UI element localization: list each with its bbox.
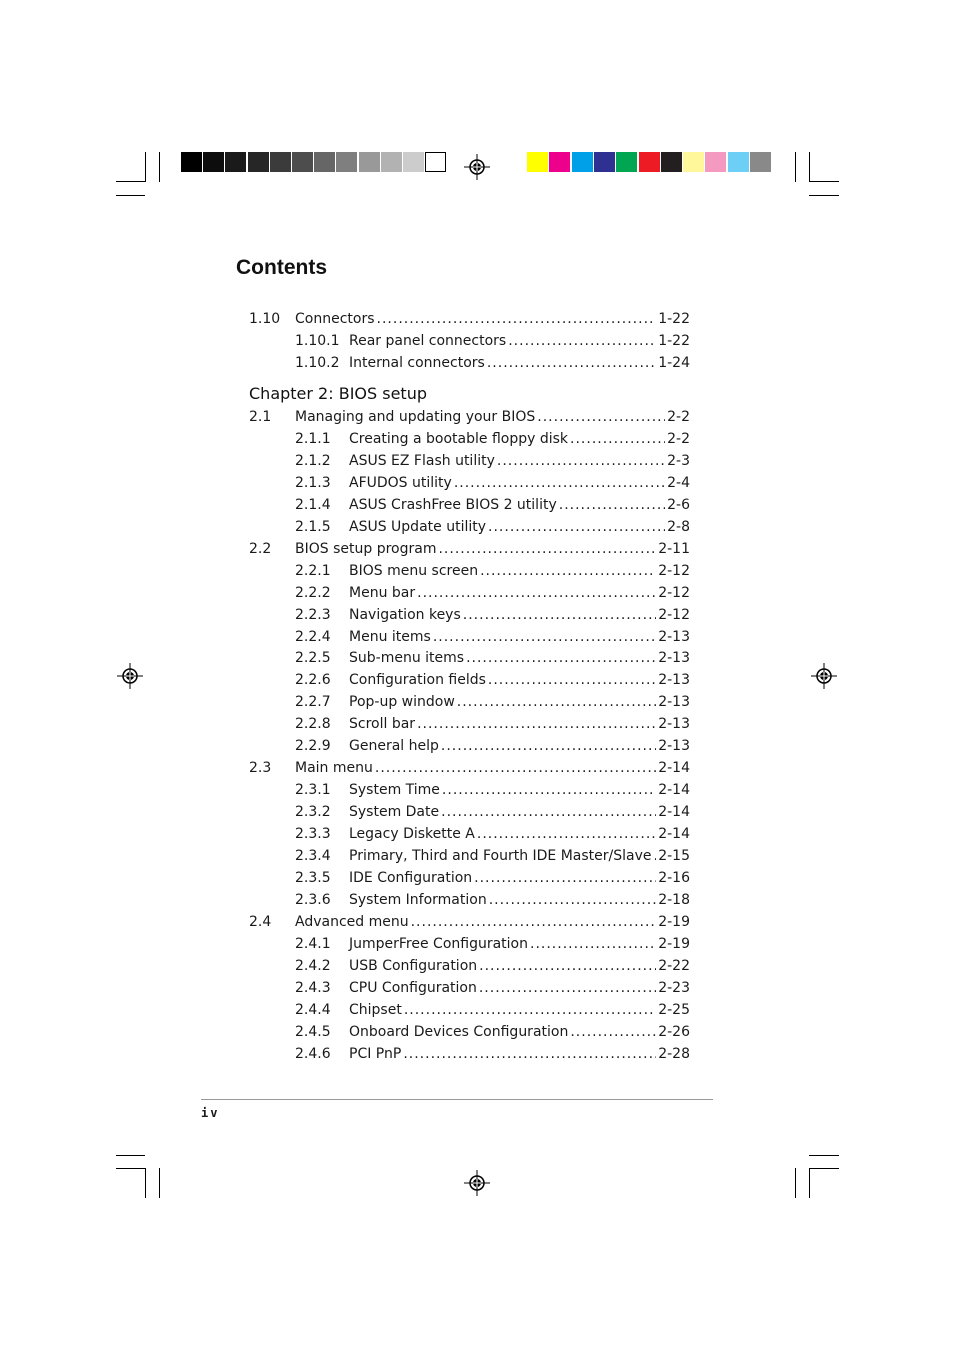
toc-entry[interactable] xyxy=(249,824,690,844)
toc-entry-number: 2.1.5 xyxy=(295,518,331,535)
toc-leader-dots xyxy=(530,934,656,954)
toc-entry-title: System Date xyxy=(349,804,440,821)
toc-entry[interactable] xyxy=(249,802,690,822)
toc-entry-title: Sub-menu items xyxy=(349,650,465,667)
gray-swatch xyxy=(181,152,202,172)
toc-entry-number: 2.1.2 xyxy=(295,452,331,469)
toc-entry-number: 2.2.1 xyxy=(295,562,331,579)
toc-entry[interactable] xyxy=(249,648,690,668)
toc-entry-number: 2.2.2 xyxy=(295,584,331,601)
toc-entry-number: 2.4 xyxy=(249,913,272,930)
toc-entry-page: 2-13 xyxy=(658,628,690,645)
toc-leader-dots xyxy=(488,517,665,537)
gray-swatch xyxy=(403,152,424,172)
toc-leader-dots xyxy=(489,890,657,910)
toc-entry-number: 2.3.5 xyxy=(295,869,331,886)
toc-entry-page: 2-13 xyxy=(658,738,690,755)
toc-entry-title: General help xyxy=(349,738,439,755)
toc-entry-number: 2.3.1 xyxy=(295,782,331,799)
toc-entry-number: 2.4.3 xyxy=(295,979,331,996)
toc-leader-dots xyxy=(441,802,656,822)
toc-leader-dots xyxy=(454,473,665,493)
gray-swatch xyxy=(248,152,269,172)
toc-entry-number: 2.3.2 xyxy=(295,804,331,821)
color-swatch xyxy=(527,152,548,172)
toc-leader-dots xyxy=(466,648,656,668)
toc-leader-dots xyxy=(411,912,657,932)
gray-swatch xyxy=(270,152,291,172)
gray-swatch xyxy=(314,152,335,172)
gray-swatch xyxy=(292,152,313,172)
toc-entry-title: Menu items xyxy=(349,628,431,645)
toc-entry-number: 2.4.5 xyxy=(295,1023,331,1040)
toc-entry-page: 2-11 xyxy=(658,540,690,557)
toc-entry-number: 2.3.6 xyxy=(295,891,331,908)
toc-entry-number: 2.2.3 xyxy=(295,606,331,623)
toc-entry[interactable] xyxy=(249,714,690,734)
toc-entry[interactable] xyxy=(249,1022,690,1042)
toc-entry-page: 2-14 xyxy=(658,804,690,821)
toc-entry[interactable] xyxy=(249,605,690,625)
toc-entry-number: 2.4.1 xyxy=(295,935,331,952)
toc-entry-page: 2-2 xyxy=(667,409,690,425)
toc-leader-dots xyxy=(479,956,656,976)
toc-leader-dots xyxy=(457,692,656,712)
toc-leader-dots xyxy=(488,670,656,690)
registration-mark-icon xyxy=(464,154,490,180)
toc-entry-title: Connectors xyxy=(295,311,375,327)
color-swatch xyxy=(616,152,637,172)
toc-entry-title: System Information xyxy=(349,891,487,908)
color-swatch xyxy=(750,152,771,172)
toc-entry-page: 2-13 xyxy=(658,650,690,667)
color-swatch xyxy=(705,152,726,172)
toc-entry-number: 2.1.3 xyxy=(295,474,331,491)
toc-entry-page: 2-12 xyxy=(658,584,690,601)
toc-entry-page: 2-14 xyxy=(658,826,690,843)
toc-leader-dots xyxy=(377,309,657,329)
gray-swatch xyxy=(425,152,446,172)
toc-entry-number: 2.4.4 xyxy=(295,1001,331,1018)
toc-leader-dots xyxy=(537,407,665,427)
toc-leader-dots xyxy=(508,331,656,351)
toc-entry-page: 2-15 xyxy=(658,848,690,864)
toc-leader-dots xyxy=(570,429,665,449)
toc-entry[interactable] xyxy=(249,1000,690,1020)
chapter-heading: Chapter 2: BIOS setup xyxy=(249,384,427,403)
toc-entry[interactable] xyxy=(249,692,690,712)
registration-mark-icon xyxy=(117,663,143,689)
gray-swatch xyxy=(336,152,357,172)
toc-entry-title: Main menu xyxy=(295,760,373,777)
toc-entry[interactable] xyxy=(249,539,690,559)
toc-entry-title: JumperFree Configuration xyxy=(349,935,528,952)
color-swatch xyxy=(572,152,593,172)
toc-entry-title: Managing and updating your BIOS xyxy=(295,409,536,425)
toc-leader-dots xyxy=(559,495,665,515)
toc-entry[interactable] xyxy=(249,429,690,449)
toc-entry[interactable] xyxy=(249,561,690,581)
toc-entry-page: 2-13 xyxy=(658,694,690,711)
toc-entry-title: Scroll bar xyxy=(349,716,416,733)
toc-leader-dots xyxy=(477,824,656,844)
toc-entry-title: Creating a bootable floppy disk xyxy=(349,430,569,447)
toc-entry-number: 2.3 xyxy=(249,760,272,777)
toc-entry-number: 2.2.5 xyxy=(295,650,331,667)
toc-entry-title: Pop-up window xyxy=(349,694,455,711)
color-swatch xyxy=(594,152,615,172)
toc-entry[interactable] xyxy=(249,451,690,471)
toc-entry-number: 1.10.1 xyxy=(295,332,340,349)
toc-entry-title: Onboard Devices Configuration xyxy=(349,1023,569,1040)
toc-entry-title: PCI PnP xyxy=(349,1045,402,1062)
toc-entry-title: Legacy Diskette A xyxy=(349,826,475,843)
toc-entry-title: Navigation keys xyxy=(349,606,461,623)
toc-leader-dots xyxy=(375,758,656,778)
toc-entry-page: 2-26 xyxy=(658,1023,690,1040)
toc-entry-number: 2.2.7 xyxy=(295,694,331,711)
toc-entry[interactable] xyxy=(249,868,690,888)
toc-entry-page: 2-28 xyxy=(658,1045,690,1062)
toc-leader-dots xyxy=(570,1022,656,1042)
toc-entry-number: 2.2 xyxy=(249,540,272,557)
toc-entry[interactable] xyxy=(249,331,690,351)
toc-leader-dots xyxy=(417,583,656,603)
toc-entry-page: 1-24 xyxy=(658,354,690,371)
toc-entry-title: USB Configuration xyxy=(349,957,478,974)
toc-entry-page: 2-12 xyxy=(658,606,690,623)
toc-leader-dots xyxy=(438,539,656,559)
toc-entry-number: 2.1.1 xyxy=(295,430,331,447)
toc-entry-number: 2.3.4 xyxy=(295,848,331,864)
toc-entry-number: 1.10 xyxy=(249,311,281,327)
toc-entry[interactable] xyxy=(249,309,690,329)
toc-entry-title: Primary, Third and Fourth IDE Master/Slave xyxy=(349,848,652,864)
toc-entry-number: 2.4.2 xyxy=(295,957,331,974)
toc-entry-title: ASUS EZ Flash utility xyxy=(349,452,495,469)
toc-entry[interactable] xyxy=(249,934,690,954)
toc-entry[interactable] xyxy=(249,846,690,866)
toc-entry-page: 2-16 xyxy=(658,869,690,886)
toc-entry-number: 2.3.3 xyxy=(295,826,331,843)
toc-leader-dots xyxy=(403,1044,656,1064)
toc-entry-page: 2-3 xyxy=(667,452,690,469)
toc-entry-title: CPU Configuration xyxy=(349,979,477,996)
toc-entry-number: 2.2.6 xyxy=(295,672,331,689)
toc-entry-page: 2-13 xyxy=(658,672,690,689)
toc-entry[interactable] xyxy=(249,583,690,603)
toc-entry-page: 2-12 xyxy=(658,562,690,579)
registration-mark-icon xyxy=(811,663,837,689)
toc-entry-title: Rear panel connectors xyxy=(349,332,507,349)
toc-entry-page: 2-19 xyxy=(658,935,690,952)
toc-entry[interactable] xyxy=(249,1044,690,1064)
toc-entry-number: 2.2.8 xyxy=(295,716,331,733)
gray-swatch xyxy=(359,152,380,172)
toc-entry-page: 2-22 xyxy=(658,957,690,974)
toc-entry-title: ASUS Update utility xyxy=(349,518,487,535)
toc-entry[interactable] xyxy=(249,353,690,373)
toc-leader-dots xyxy=(487,353,656,373)
toc-entry-title: Chipset xyxy=(349,1001,402,1018)
toc-entry-page: 2-14 xyxy=(658,760,690,777)
toc-entry-title: Configuration fields xyxy=(349,672,486,689)
toc-leader-dots xyxy=(404,1000,656,1020)
color-swatch xyxy=(661,152,682,172)
toc-entry-page: 2-14 xyxy=(658,782,690,799)
toc-entry-number: 1.10.2 xyxy=(295,354,340,371)
toc-entry-title: System Time xyxy=(349,782,440,799)
toc-entry-page: 2-19 xyxy=(658,913,690,930)
toc-entry[interactable] xyxy=(249,978,690,998)
toc-entry-page: 2-8 xyxy=(667,518,690,535)
toc-leader-dots xyxy=(479,978,656,998)
toc-entry-page: 1-22 xyxy=(658,311,690,327)
toc-entry-title: BIOS menu screen xyxy=(349,562,479,579)
footer-divider xyxy=(201,1099,713,1100)
toc-entry-title: IDE Configuration xyxy=(349,869,473,886)
toc-leader-dots xyxy=(417,714,656,734)
color-swatch xyxy=(728,152,749,172)
toc-leader-dots xyxy=(463,605,656,625)
gray-swatch xyxy=(381,152,402,172)
toc-entry-number: 2.1 xyxy=(249,409,272,425)
toc-leader-dots xyxy=(474,868,656,888)
toc-entry-page: 2-23 xyxy=(658,979,690,996)
toc-leader-dots xyxy=(441,736,656,756)
toc-entry[interactable] xyxy=(249,736,690,756)
toc-entry-title: BIOS setup program xyxy=(295,540,437,557)
toc-entry-page: 2-25 xyxy=(658,1001,690,1018)
gray-swatch xyxy=(225,152,246,172)
toc-leader-dots xyxy=(480,561,656,581)
toc-entry-title: Advanced menu xyxy=(295,913,409,930)
toc-entry[interactable] xyxy=(249,407,690,427)
toc-entry-title: Menu bar xyxy=(349,584,416,601)
color-swatch xyxy=(639,152,660,172)
toc-entry[interactable] xyxy=(249,517,690,537)
page-title: Contents xyxy=(236,256,327,279)
toc-leader-dots xyxy=(442,780,656,800)
color-swatch xyxy=(549,152,570,172)
toc-leader-dots xyxy=(433,627,656,647)
toc-entry-page: 2-13 xyxy=(658,716,690,733)
toc-entry[interactable] xyxy=(249,758,690,778)
toc-entry-page: 1-22 xyxy=(658,332,690,349)
toc-entry[interactable] xyxy=(249,627,690,647)
toc-entry-page: 2-6 xyxy=(667,496,690,513)
toc-entry[interactable] xyxy=(249,780,690,800)
toc-entry[interactable] xyxy=(249,670,690,690)
toc-entry-number: 2.2.9 xyxy=(295,738,331,755)
registration-mark-icon xyxy=(464,1170,490,1196)
toc-entry-page: 2-18 xyxy=(658,891,690,908)
toc-entry-page: 2-2 xyxy=(667,430,690,447)
toc-entry[interactable] xyxy=(249,495,690,515)
toc-entry[interactable] xyxy=(249,473,690,493)
toc-entry-number: 2.1.4 xyxy=(295,496,331,513)
toc-leader-dots xyxy=(654,846,657,866)
toc-entry-title: ASUS CrashFree BIOS 2 utility xyxy=(349,496,557,513)
toc-entry[interactable] xyxy=(249,912,690,932)
toc-entry[interactable] xyxy=(249,956,690,976)
toc-entry-title: AFUDOS utility xyxy=(349,474,452,491)
page-number: iv xyxy=(201,1106,220,1120)
color-swatch xyxy=(683,152,704,172)
toc-entry[interactable] xyxy=(249,890,690,910)
toc-leader-dots xyxy=(497,451,665,471)
toc-entry-page: 2-4 xyxy=(667,474,690,491)
toc-entry-title: Internal connectors xyxy=(349,354,485,371)
toc-entry-number: 2.2.4 xyxy=(295,628,331,645)
gray-swatch xyxy=(203,152,224,172)
toc-entry-number: 2.4.6 xyxy=(295,1045,331,1062)
